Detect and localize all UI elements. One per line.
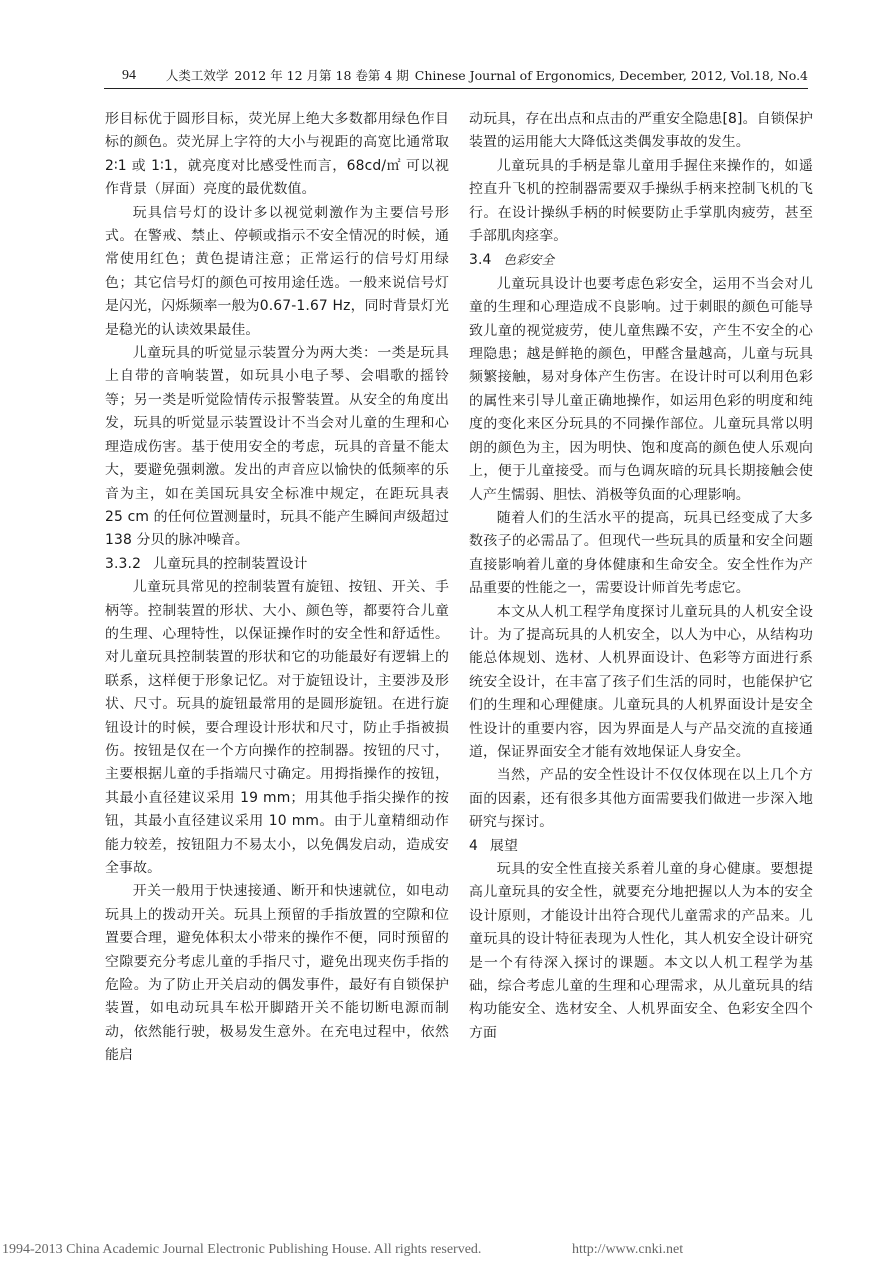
section-heading-4	[469, 835, 813, 858]
section-title: 色彩安全	[503, 252, 555, 268]
paragraph: 开关一般用于快速接通、断开和快速就位，如电动玩具上的拨动开关。玩具上预留的手指放置的空隙和位置要合理，避免体积太小带来的操作不便，同时预留的空隙要充分考虑儿童的手指尺寸，避免出现夹伤手指的危险。为了防止开关启动的偶发事件，最好有自锁保护装置，如电动玩具车松开脚踏开关不能切断电源而制动，依然能行驶，极易发生意外。在充电过程中，依然能启	[105, 883, 449, 1064]
journal-name-cn: 人类工效学	[165, 68, 229, 83]
paragraph: 儿童玩具设计也要考虑色彩安全，运用不当会对儿童的生理和心理造成不良影响。过于刺眼的颜色可能导致儿童的视觉疲劳，使儿童焦躁不安，产生不安全的心理隐患；越是鲜艳的颜色，甲醛含量越高，儿童与玩具频繁接触，易对身体产生伤害。在设计时可以利用色彩的属性来引导儿童正确地操作，如运用色彩的明度和纯度的变化来区分玩具的不同操作部位。儿童玩具常以明朗的颜色为主，因为明快、饱和度高的颜色使人乐观向上，便于儿童接受。而与色调灰暗的玩具长期接触会使人产生懦弱、胆怯、消极等负面的心理影响。	[469, 275, 813, 503]
paragraph: 儿童玩具常见的控制装置有旋钮、按钮、开关、手柄等。控制装置的形状、大小、颜色等，都要符合儿童的生理、心理特性，以保证操作时的安全性和舒适性。对儿童玩具控制装置的形状和它的功能最好有逻辑上的联系，这样便于形象记忆。对于旋钮设计，主要涉及形状、尺寸。玩具的旋钮最常用的是圆形旋钮。在进行旋钮设计的时候，要合理设计形状和尺寸，防止手指被损伤。按钮是仅在一个方向操作的控制器。按钮的尺寸，主要根据儿童的手指端尺寸确定。用拇指操作的按钮，其最小直径建议采用 19 mm；用其他手指尖操作的按钮，其最小直径建议采用 10 mm。由于儿童精细动作能力较差，按钮阻力不易太小，以免偶发启动，造成安全事故。	[105, 579, 449, 876]
section-title: 展望	[490, 837, 519, 854]
paragraph: 随着人们的生活水平的提高，玩具已经变成了大多数孩子的必需品了。但现代一些玩具的质量和安全问题直接影响着儿童的身体健康和生命安全。安全性作为产品重要的性能之一，需要设计师首先考虑它。	[469, 509, 813, 597]
paragraph: 本文从人机工程学角度探讨儿童玩具的人机安全设计。为了提高玩具的人机安全，以人为中心，从结构功能总体规划、选材、人机界面设计、色彩等方面进行系统安全设计，在丰富了孩子们生活的同时，也能保护它们的生理和心理健康。儿童玩具的人机界面设计是安全性设计的重要内容，因为界面是人与产品交流的直接通道，保证界面安全才能有效地保证人身安全。	[469, 603, 813, 760]
page-footer	[0, 1240, 896, 1260]
running-header	[104, 66, 808, 86]
section-heading-3-3-2	[105, 553, 449, 576]
journal-name-en: Chinese Journal of Ergonomics, December, 2012, Vol.18, No.4	[414, 68, 808, 83]
section-number: 4	[469, 837, 478, 854]
paragraph: 当然，产品的安全性设计不仅仅体现在以上几个方面的因素，还有很多其他方面需要我们做进一步深入地研究与探讨。	[469, 767, 813, 831]
header-rule	[104, 88, 808, 89]
paragraph: 动玩具，存在出点和点击的严重安全隐患[8]。自锁保护装置的运用能大大降低这类偶发事故的发生。	[469, 111, 813, 151]
section-title: 儿童玩具的控制装置设计	[153, 555, 308, 572]
footer-url[interactable]: http://www.cnki.net	[572, 1242, 684, 1257]
section-number: 3.4	[469, 252, 492, 269]
paragraph: 儿童玩具的听觉显示装置分为两大类：一类是玩具上自带的音响装置，如玩具小电子琴、会唱歌的摇铃等；另一类是听觉险情传示报警装置。从安全的角度出发，玩具的听觉显示装置设计不当会对儿童的生理和心理造成伤害。基于使用安全的考虑，玩具的音量不能太大，要避免强刺激。发出的声音应以愉快的低频率的乐音为主，如在美国玩具安全标准中规定，在距玩具表 25 cm 的任何位置测量时，玩具不能产生瞬间声级超过 138 分贝的脉冲噪音。	[105, 345, 449, 549]
journal-info	[166, 66, 808, 86]
page-number: 94	[122, 68, 136, 83]
section-heading-3-4	[469, 248, 813, 272]
paragraph: 玩具的安全性直接关系着儿童的身心健康。要想提高儿童玩具的安全性，就要充分地把握以人为本的安全设计原则，才能设计出符合现代儿童需求的产品来。儿童玩具的设计特征表现为人性化，其人机安全设计研究是一个有待深入探讨的课题。本文以人机工程学为基础，综合考虑儿童的生理和心理需求，从儿童玩具的结构功能安全、选材安全、人机界面安全、色彩安全四个方面	[469, 861, 813, 1041]
copyright-notice: 1994-2013 China Academic Journal Electronic Publishing House. All rights reserved.	[2, 1242, 482, 1257]
paragraph: 形目标优于圆形目标，荧光屏上绝大多数都用绿色作目标的颜色。荧光屏上字符的大小与视距的高宽比通常取 2∶1 或 1∶1，就亮度对比感受性而言，68cd/㎡ 可以视作背景（屏面）亮度的最优数值。	[105, 111, 449, 198]
paragraph: 儿童玩具的手柄是靠儿童用手握住来操作的，如遥控直升飞机的控制器需要双手操纵手柄来控制飞机的飞行。在设计操纵手柄的时候要防止手掌肌肉疲劳，甚至手部肌肉痉挛。	[469, 157, 813, 245]
left-column	[105, 108, 449, 1068]
journal-issue-cn: 2012 年 12 月第 18 卷第 4 期	[234, 68, 409, 83]
paragraph: 玩具信号灯的设计多以视觉刺激作为主要信号形式。在警戒、禁止、停顿或指示不安全情况的时候，通常使用红色；黄色提请注意；正常运行的信号灯用绿色；其它信号灯的颜色可按用途任选。一般来说信号灯是闪光，闪烁频率一般为0.67-1.67 Hz，同时背景灯光是稳光的认读效果最佳。	[105, 204, 449, 338]
section-number: 3.3.2	[105, 555, 142, 572]
right-column	[469, 108, 813, 1045]
